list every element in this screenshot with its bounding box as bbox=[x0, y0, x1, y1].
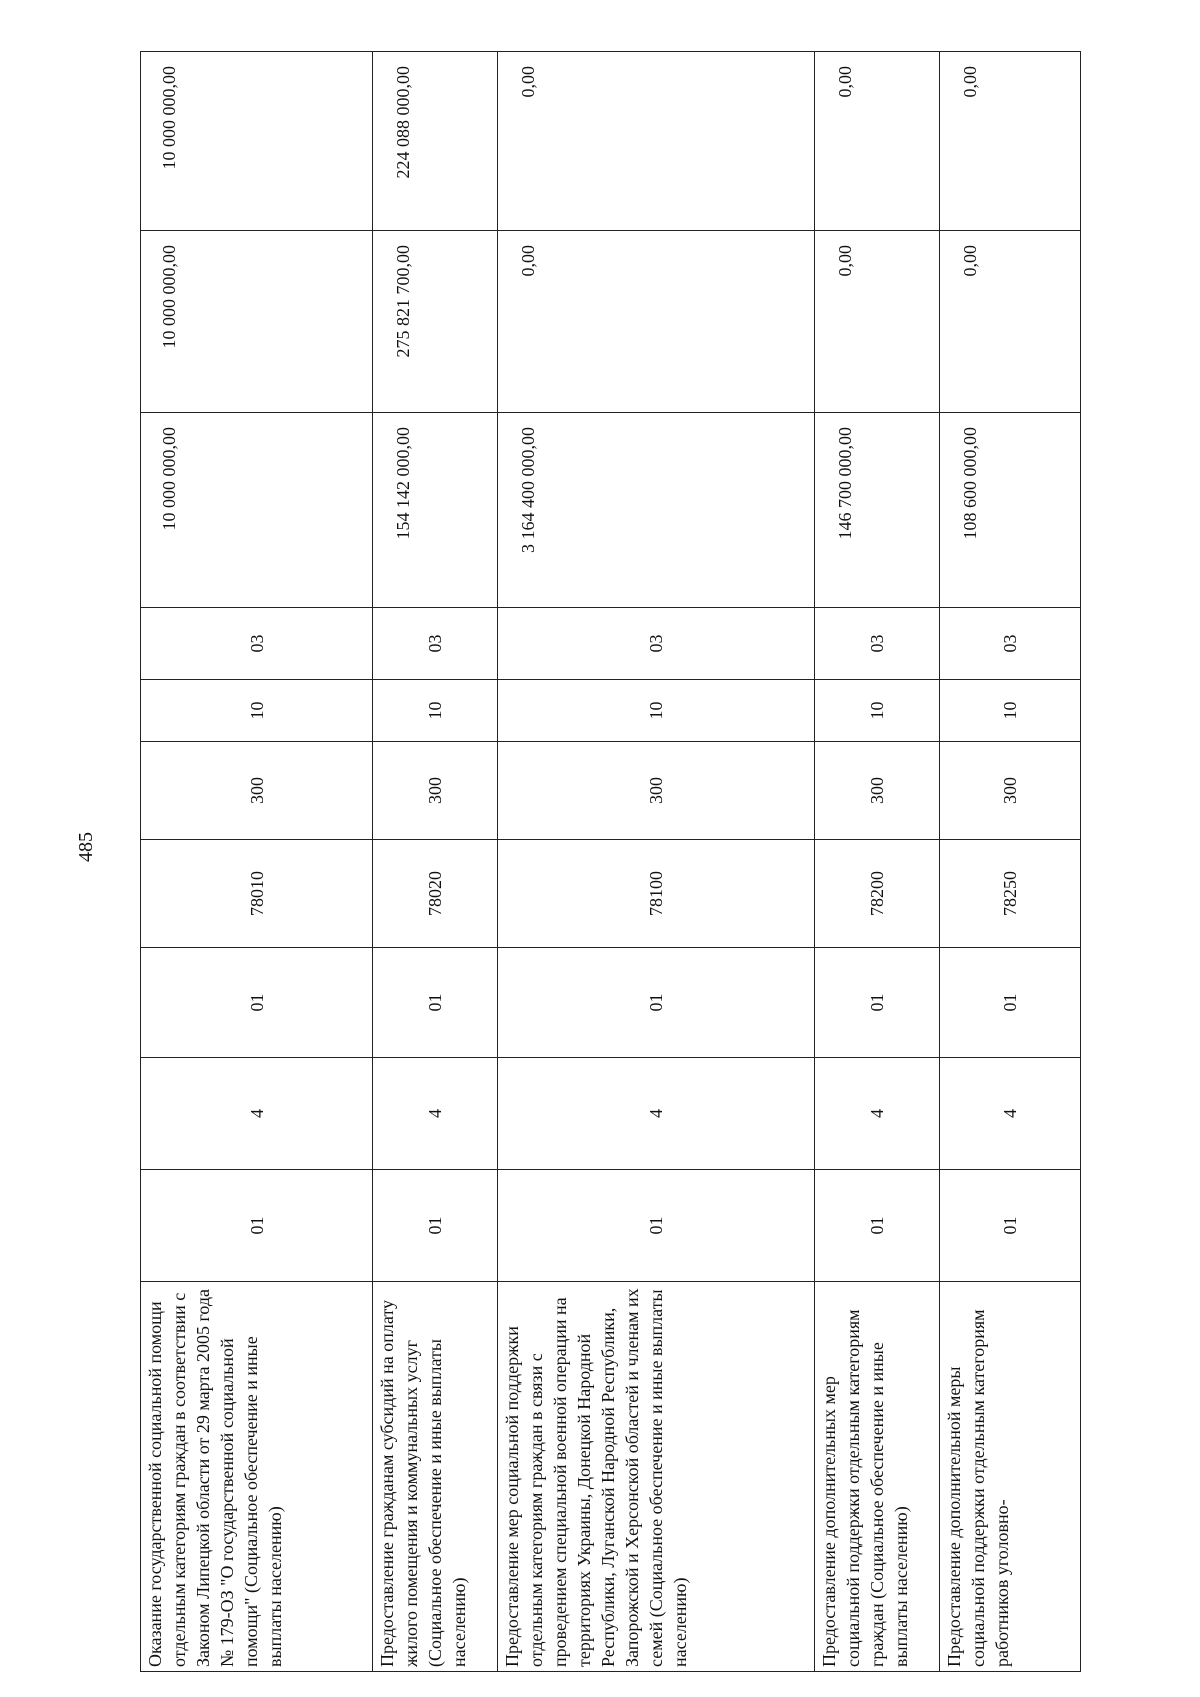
code-cell: 300 bbox=[815, 742, 940, 840]
table-row bbox=[373, 52, 498, 1672]
code-cell: 4 bbox=[815, 1058, 940, 1170]
amount-cell: 146 700 000,00 bbox=[815, 413, 940, 608]
code-cell: 10 bbox=[498, 680, 815, 742]
amount-cell: 3 164 400 000,00 bbox=[498, 413, 815, 608]
code-cell: 10 bbox=[940, 680, 1081, 742]
code-cell: 03 bbox=[498, 608, 815, 680]
table-row bbox=[498, 52, 815, 1672]
table-row bbox=[940, 52, 1081, 1672]
code-cell: 01 bbox=[815, 1170, 940, 1282]
code-cell: 4 bbox=[373, 1058, 498, 1170]
code-cell: 01 bbox=[815, 948, 940, 1058]
code-cell: 300 bbox=[141, 742, 373, 840]
amount-cell: 275 821 700,00 bbox=[373, 231, 498, 413]
code-cell: 03 bbox=[141, 608, 373, 680]
code-cell: 01 bbox=[940, 948, 1081, 1058]
code-cell: 300 bbox=[373, 742, 498, 840]
code-cell: 78200 bbox=[815, 840, 940, 948]
page-number: 485 bbox=[75, 832, 97, 862]
budget-table bbox=[140, 51, 1081, 1672]
code-cell: 01 bbox=[141, 1170, 373, 1282]
amount-cell: 0,00 bbox=[498, 231, 815, 413]
amount-cell: 0,00 bbox=[940, 52, 1081, 231]
code-cell: 300 bbox=[498, 742, 815, 840]
row-name: Оказание государственной социальной помощи отдельным категориям граждан в соответствии с Законом Липецкой области от 29 марта 2005 года № 179-ОЗ "О государственной социальной помощи" (Социальное обеспечение и иные выплаты населению) bbox=[141, 1282, 373, 1672]
code-cell: 78010 bbox=[141, 840, 373, 948]
row-name: Предоставление гражданам субсидий на оплату жилого помещения и коммунальных услуг (Социальное обеспечение и иные выплаты населению) bbox=[373, 1282, 498, 1672]
amount-cell: 0,00 bbox=[940, 231, 1081, 413]
code-cell: 03 bbox=[815, 608, 940, 680]
code-cell: 300 bbox=[940, 742, 1081, 840]
amount-cell: 224 088 000,00 bbox=[373, 52, 498, 231]
code-cell: 01 bbox=[498, 948, 815, 1058]
amount-cell: 10 000 000,00 bbox=[141, 231, 373, 413]
table-row bbox=[141, 52, 373, 1672]
row-name: Предоставление дополнительных мер социальной поддержки отдельным категориям граждан (Социальное обеспечение и иные выплаты населению) bbox=[815, 1282, 940, 1672]
row-name: Предоставление мер социальной поддержки отдельным категориям граждан в связи с проведением специальной военной операции на территориях Украины, Донецкой Народной Республики, Луганской Народной Республики, Запорожской и Херсонской областей и членам их семей (Социальное обеспечение и иные выплаты населению) bbox=[498, 1282, 815, 1672]
amount-cell: 10 000 000,00 bbox=[141, 413, 373, 608]
code-cell: 03 bbox=[373, 608, 498, 680]
code-cell: 78100 bbox=[498, 840, 815, 948]
amount-cell: 154 142 000,00 bbox=[373, 413, 498, 608]
amount-cell: 10 000 000,00 bbox=[141, 52, 373, 231]
code-cell: 10 bbox=[373, 680, 498, 742]
code-cell: 78250 bbox=[940, 840, 1081, 948]
code-cell: 10 bbox=[815, 680, 940, 742]
budget-table-frame bbox=[140, 52, 1080, 1672]
amount-cell: 0,00 bbox=[498, 52, 815, 231]
code-cell: 10 bbox=[141, 680, 373, 742]
code-cell: 01 bbox=[141, 948, 373, 1058]
code-cell: 01 bbox=[373, 1170, 498, 1282]
code-cell: 01 bbox=[373, 948, 498, 1058]
amount-cell: 108 600 000,00 bbox=[940, 413, 1081, 608]
code-cell: 4 bbox=[940, 1058, 1081, 1170]
code-cell: 78020 bbox=[373, 840, 498, 948]
code-cell: 01 bbox=[940, 1170, 1081, 1282]
row-name: Предоставление дополнительной меры социальной поддержки отдельным категориям работников уголовно- bbox=[940, 1282, 1081, 1672]
amount-cell: 0,00 bbox=[815, 231, 940, 413]
table-row bbox=[815, 52, 940, 1672]
code-cell: 4 bbox=[498, 1058, 815, 1170]
amount-cell: 0,00 bbox=[815, 52, 940, 231]
code-cell: 4 bbox=[141, 1058, 373, 1170]
code-cell: 01 bbox=[498, 1170, 815, 1282]
code-cell: 03 bbox=[940, 608, 1081, 680]
